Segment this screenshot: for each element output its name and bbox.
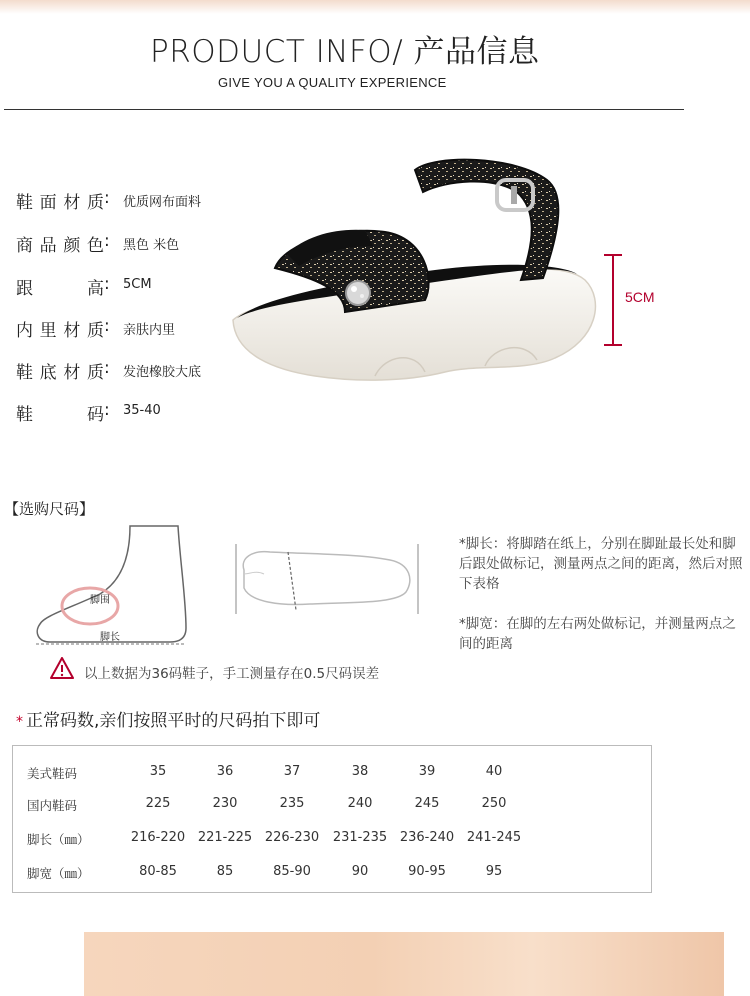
spec-label: 鞋面材质: [16, 193, 104, 213]
model-photo: [84, 932, 724, 996]
sandal-image: [225, 150, 615, 390]
size-table: [12, 745, 652, 893]
heel-height-label: 5CM: [625, 289, 655, 305]
foot-width-note: *脚宽：在脚的左右两处做标记，并测量两点之间的距离: [459, 616, 736, 652]
foot-girth-label: 脚围: [90, 595, 110, 606]
table-cell: 221-225: [197, 830, 253, 845]
table-cell: 90: [351, 864, 369, 879]
row-label: 脚宽（㎜）: [27, 866, 90, 881]
table-row: [13, 862, 653, 882]
foot-top-diagram: [230, 540, 425, 618]
foot-length-note: *脚长：将脚踏在纸上，分别在脚趾最长处和脚后跟处做标记，测量两点之间的距离，然后对照下表格: [459, 536, 743, 592]
spec-value: 优质网布面料: [123, 195, 202, 210]
spec-label: 商品颜色: [16, 236, 104, 256]
heel-height-marker: [600, 254, 624, 346]
spec-value: 黑色 米色: [123, 238, 180, 253]
spec-value: 5CM: [123, 277, 152, 292]
top-photo-strip: [0, 0, 750, 14]
spec-label: 鞋底材质: [16, 363, 104, 383]
spec-value: 亲肤内里: [123, 323, 176, 338]
table-cell: 236-240: [399, 830, 455, 845]
size-advice-heading: [16, 706, 320, 731]
warning-icon: [50, 657, 74, 679]
table-cell: 85: [216, 864, 234, 879]
spec-colon: :: [104, 274, 110, 294]
page-subtitle: GIVE YOU A QUALITY EXPERIENCE: [218, 75, 447, 90]
spec-colon: :: [104, 400, 110, 420]
table-row: [13, 828, 653, 848]
table-cell: 245: [414, 796, 440, 811]
table-cell: 95: [485, 864, 503, 879]
table-cell: 40: [485, 764, 503, 779]
row-label: 脚长（㎜）: [27, 832, 90, 847]
spec-colon: :: [104, 231, 110, 251]
table-cell: 235: [279, 796, 305, 811]
spec-colon: :: [104, 188, 110, 208]
spec-label: 跟高: [16, 279, 104, 299]
foot-side-diagram: [30, 520, 195, 648]
table-cell: 35: [149, 764, 167, 779]
table-cell: 250: [481, 796, 507, 811]
table-cell: 230: [212, 796, 238, 811]
size-guide-heading: 【选购尺码】: [4, 500, 95, 518]
table-cell: 240: [347, 796, 373, 811]
table-cell: 226-230: [264, 830, 320, 845]
spec-value: 发泡橡胶大底: [123, 365, 202, 380]
table-cell: 36: [216, 764, 234, 779]
table-row: [13, 762, 653, 782]
spec-label: 内里材质: [16, 321, 104, 341]
table-cell: 90-95: [408, 864, 446, 879]
table-cell: 241-245: [466, 830, 522, 845]
spec-colon: :: [104, 358, 110, 378]
table-row: [13, 794, 653, 814]
spec-label: 鞋码: [16, 405, 104, 425]
table-cell: 216-220: [130, 830, 186, 845]
table-cell: 225: [145, 796, 171, 811]
title-divider: [4, 109, 684, 110]
table-cell: 38: [351, 764, 369, 779]
spec-value: 35-40: [123, 403, 161, 418]
row-label: 美式鞋码: [27, 766, 78, 781]
size-advice-text: 正常码数,亲们按照平时的尺码拍下即可: [26, 711, 321, 731]
asterisk-mark: *: [16, 714, 23, 730]
table-cell: 231-235: [332, 830, 388, 845]
measurement-warning: 以上数据为36码鞋子，手工测量存在0.5尺码误差: [84, 666, 380, 682]
table-cell: 37: [283, 764, 301, 779]
foot-length-label: 脚长: [100, 632, 120, 643]
table-cell: 39: [418, 764, 436, 779]
spec-colon: :: [104, 316, 110, 336]
row-label: 国内鞋码: [27, 798, 78, 813]
table-cell: 80-85: [139, 864, 177, 879]
table-cell: 85-90: [273, 864, 311, 879]
page-title: PRODUCT INFO/ 产品信息: [150, 34, 540, 70]
